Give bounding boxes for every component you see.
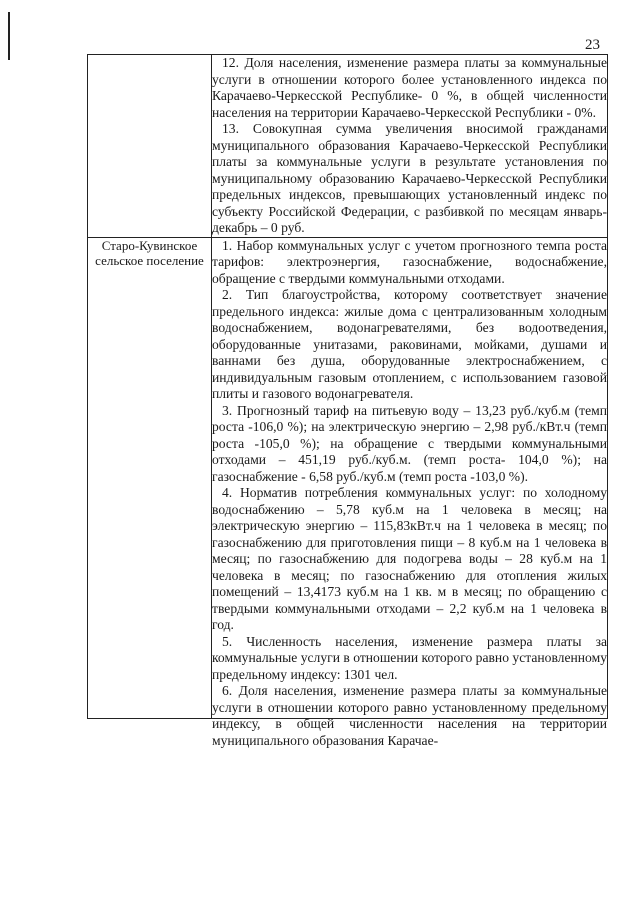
item-paragraph: 2. Тип благоустройства, которому соответствует значение предельного индекса: жилые дома с централизованным холодным водоснабжением, водонагревателями, без водоотведения, оборудованные унитазами, раковинами, мойками, душами и ваннами без душа, оборудованные электроснабжением, с индивидуальным газовым отоплением, с использованием газовой плиты и газового водонагревателя. bbox=[212, 287, 607, 401]
item-paragraph: 6. Доля населения, изменение размера платы за коммунальные услуги в отношении которого равно установленному предельному индексу, в общей численности населения на территории муниципального образования Карачае- bbox=[212, 683, 607, 748]
item-paragraph: 12. Доля населения, изменение размера платы за коммунальные услуги в отношении которого более установленного индекса по Карачаево-Черкесской Республике- 0 %, в общей численности населения на территории Карачаево-Черкесской Республики - 0%. bbox=[212, 55, 607, 120]
margin-rule bbox=[8, 12, 10, 60]
page-number: 23 bbox=[585, 37, 600, 53]
item-paragraph: 1. Набор коммунальных услуг с учетом прогнозного темпа роста тарифов: электроэнергия, газоснабжение, водоснабжение, обращение с твердыми коммунальными отходами. bbox=[212, 237, 607, 286]
table-row bbox=[88, 237, 608, 719]
item-paragraph: 4. Норматив потребления коммунальных услуг: по холодному водоснабжению – 5,78 куб.м на 1 человека в месяц; на электрическую энергию – 115,83кВт.ч на 1 человека в месяц; по газоснабжению для приготовления пищи – 8 куб.м на 1 человека в месяц; по газоснабжению для подогрева воды – 28 куб.м на 1 человека в месяц; по газоснабжению для отопления жилых помещений – 13,4173 куб.м на 1 кв. м в месяц; по обращению с твердыми коммунальными отходами – 2,2 куб.м на 1 человека в год. bbox=[212, 485, 607, 632]
item-paragraph: 13. Совокупная сумма увеличения вносимой гражданами муниципального образования Карачаево-Черкесской Республики платы за коммунальные услуги в результате установления по муниципальному образованию Карачаево-Черкесской Республики предельных индексов, превышающих установленный индекс по субъекту Российской Федерации, с разбивкой по месяцам январь-декабрь – 0 руб. bbox=[212, 121, 607, 235]
indices-table bbox=[87, 54, 608, 748]
settlement-cell bbox=[88, 55, 212, 238]
settlement-cell: Старо-Кувинское сельское поселение bbox=[88, 237, 212, 719]
table-row bbox=[88, 55, 608, 238]
details-cell bbox=[212, 237, 608, 748]
item-paragraph: 3. Прогнозный тариф на питьевую воду – 13,23 руб./куб.м (темп роста -106,0 %); на электрическую энергию – 2,98 руб./кВт.ч (темп роста -105,0 %); на обращение с твердыми коммунальными отходами – 451,19 руб./куб.м. (темп роста- 104,0 %); на газоснабжение - 6,58 руб./куб.м (темп роста -103,0 %). bbox=[212, 402, 607, 484]
details-cell bbox=[212, 55, 608, 238]
item-paragraph: 5. Численность населения, изменение размера платы за коммунальные услуги в отношении которого равно установленному предельному индексу: 1301 чел. bbox=[212, 633, 607, 682]
